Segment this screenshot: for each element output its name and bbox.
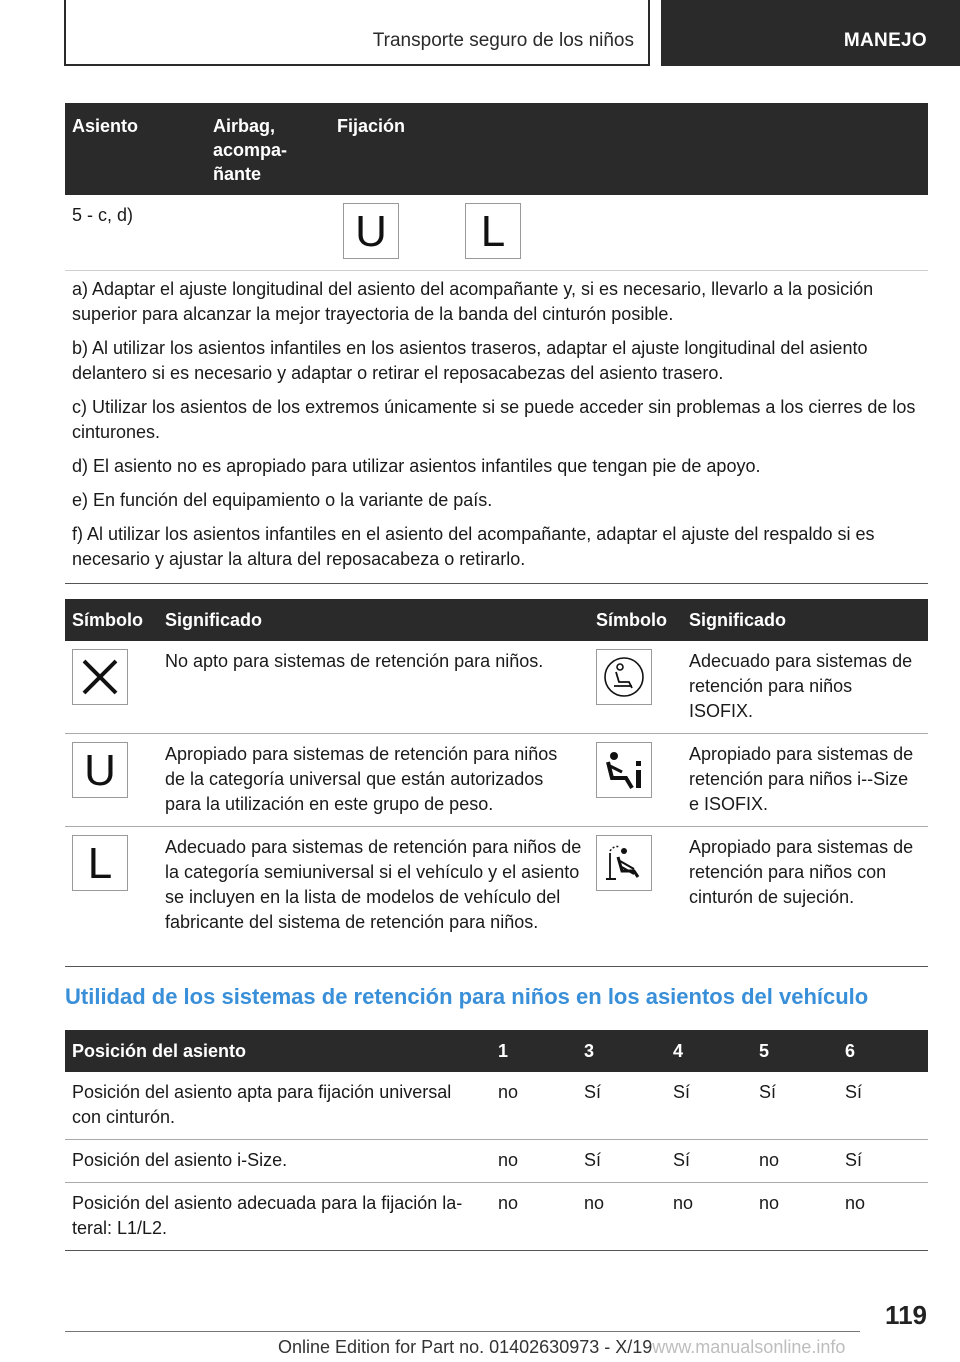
universal-symbol: U <box>343 203 399 259</box>
value-cell: no <box>577 1183 666 1251</box>
value-cell: Sí <box>666 1072 752 1140</box>
page-number: 119 <box>885 1300 927 1330</box>
col-seat-6: 6 <box>838 1030 928 1072</box>
col-fixation: Fijación <box>330 103 928 195</box>
col-seat-4: 4 <box>666 1030 752 1072</box>
airbag-cell <box>206 195 330 270</box>
footer-divider <box>65 1331 860 1332</box>
footer-watermark: www.manualsonline.info <box>652 1337 846 1357</box>
value-cell: no <box>752 1140 838 1183</box>
meaning-cell: Apropiado para sistemas de retención para niños con cinturón de sujeción. <box>682 827 928 967</box>
value-cell: Sí <box>838 1140 928 1183</box>
note-f: f) Al utilizar los asientos infantiles en el asiento del acompañante, adaptar el ajuste del respaldo si es necesario y ajustar la altura del reposacabeza o retirarlo. <box>72 524 875 569</box>
col-meaning-right: Significado <box>682 599 928 641</box>
position-label: Posición del asiento adecuada para la fijación la-teral: L1/L2. <box>65 1183 491 1251</box>
col-airbag: Airbag, acompa- ñante <box>206 103 330 195</box>
col-symbol-left: Símbolo <box>65 599 158 641</box>
note-e: e) En función del equipamiento o la variante de país. <box>72 490 493 510</box>
note-b: b) Al utilizar los asientos infantiles en los asientos traseros, adaptar el ajuste longitudinal del asiento delantero si es necesario y adaptar o retirar el reposacabezas del asiento trasero. <box>72 338 868 383</box>
seat-cell: 5 - c, d) <box>65 195 206 270</box>
semi-universal-symbol: L <box>465 203 521 259</box>
header-title-box <box>64 0 650 66</box>
col-seat-1: 1 <box>491 1030 577 1072</box>
value-cell: no <box>666 1183 752 1251</box>
position-label: Posición del asiento apta para fijación universal con cinturón. <box>65 1072 491 1140</box>
table-header-row <box>65 599 928 641</box>
col-seat-3: 3 <box>577 1030 666 1072</box>
value-cell: no <box>838 1183 928 1251</box>
meaning-cell: Apropiado para sistemas de retención para niños de la categoría universal que están autorizados para la utilización en este grupo de peso. <box>158 734 589 827</box>
chapter-title: Transporte seguro de los niños <box>372 30 634 51</box>
value-cell: no <box>752 1183 838 1251</box>
table-header-row <box>65 1030 928 1072</box>
value-cell: no <box>491 1140 577 1183</box>
note-c: c) Utilizar los asientos de los extremos únicamente si se puede acceder sin problemas a los cierres de los cinturones. <box>72 397 916 442</box>
note-d: d) El asiento no es apropiado para utilizar asientos infantiles que tengan pie de apoyo. <box>72 456 761 476</box>
semi-universal-symbol: L <box>72 835 128 891</box>
table-row <box>65 195 928 270</box>
fixation-table <box>65 103 928 271</box>
symbol-table <box>65 599 928 967</box>
value-cell: Sí <box>577 1072 666 1140</box>
page-header <box>0 0 960 66</box>
table-row <box>65 734 928 827</box>
x-icon <box>72 649 128 705</box>
footer-edition: Online Edition for Part no. 01402630973 - X/19 <box>278 1337 653 1357</box>
position-label: Posición del asiento i-Size. <box>65 1140 491 1183</box>
table-row <box>65 1072 928 1140</box>
col-position: Posición del asiento <box>65 1030 491 1072</box>
fixation-cell <box>330 195 928 270</box>
value-cell: Sí <box>838 1072 928 1140</box>
col-symbol-right: Símbolo <box>589 599 682 641</box>
value-cell: Sí <box>666 1140 752 1183</box>
isofix-icon <box>596 649 652 705</box>
col-meaning-left: Significado <box>158 599 589 641</box>
table-header-row <box>65 103 928 195</box>
meaning-cell: Adecuado para sistemas de retención para niños ISOFIX. <box>682 641 928 734</box>
note-a: a) Adaptar el ajuste longitudinal del asiento del acompañante y, si es necesario, llevarlo a la posición superior para alcanzar la mejor trayectoria de la banda del cinturón posible. <box>72 279 874 324</box>
value-cell: Sí <box>752 1072 838 1140</box>
value-cell: no <box>491 1072 577 1140</box>
section-heading: Utilidad de los sistemas de retención para niños en los asientos del vehículo <box>65 984 869 1009</box>
table-row <box>65 827 928 967</box>
col-seat: Asiento <box>65 103 206 195</box>
universal-symbol: U <box>72 742 128 798</box>
header-section-box <box>661 0 960 66</box>
seat-position-table <box>65 1030 928 1251</box>
table-notes <box>65 269 928 584</box>
col-seat-5: 5 <box>752 1030 838 1072</box>
seat-belt-icon <box>596 835 652 891</box>
meaning-cell: Apropiado para sistemas de retención para niños i--Size e ISOFIX. <box>682 734 928 827</box>
i-size-icon <box>596 742 652 798</box>
value-cell: Sí <box>577 1140 666 1183</box>
table-row <box>65 641 928 734</box>
section-label: MANEJO <box>843 30 927 51</box>
footer <box>278 1337 845 1358</box>
table-row <box>65 1183 928 1251</box>
meaning-cell: No apto para sistemas de retención para niños. <box>158 641 589 734</box>
table-row <box>65 1140 928 1183</box>
meaning-cell: Adecuado para sistemas de retención para niños de la categoría semiuniversal si el vehículo y el asiento se incluyen en la lista de modelos de vehículo del fabricante del sistema de retención para niños. <box>158 827 589 967</box>
value-cell: no <box>491 1183 577 1251</box>
